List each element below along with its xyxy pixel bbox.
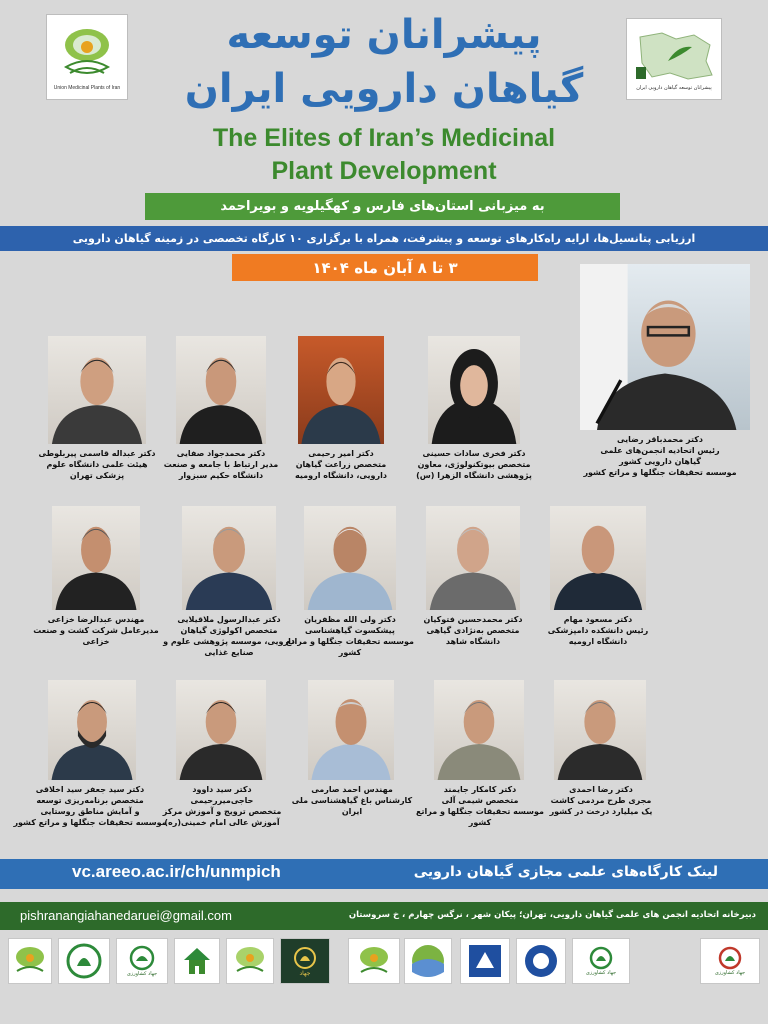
caption-line: متخصص زراعت گیاهان: [295, 460, 387, 469]
caption-line: حاجی‌میررحیمی: [190, 796, 254, 805]
elites-logo-caption: پیشرانان توسعه گیاهان دارویی ایران: [636, 85, 712, 91]
portrait-icon: [580, 264, 750, 430]
caption-line: ایران: [341, 807, 363, 816]
caption-line: موسسه تحقیقات جنگلها و مراتع: [286, 637, 414, 646]
caption-line: متخصص بیوتکنولوژی، معاون: [417, 460, 531, 469]
person-caption-r1-3: [152, 448, 290, 481]
caption-line: صنایع غذایی: [204, 648, 254, 657]
portrait-icon: [434, 680, 524, 780]
union-logo: [46, 14, 128, 100]
person-caption-r3-3: [282, 784, 422, 817]
caption-line: دانشگاه ارومیه: [568, 637, 628, 646]
footer-logo-caption: جهاد کشاورزی: [585, 970, 617, 976]
portrait-icon: [52, 506, 140, 610]
workshop-link-band: [0, 859, 768, 889]
caption-line: پیشکسوت گیاهشناسی: [305, 626, 395, 635]
caption-line: کارشناس باغ گیاهشناسی ملی: [291, 796, 413, 805]
caption-line: مدیرعامل شرکت کشت و صنعت: [33, 626, 159, 635]
caption-line: موسسه تحقیقات جنگلها و مراتع: [416, 807, 544, 816]
portrait-icon: [550, 506, 646, 610]
jihad-dark-logo-icon: [292, 946, 318, 970]
green-circle-logo-icon: [65, 942, 103, 980]
person-caption-r2-1: [532, 614, 664, 647]
featured-photo: [580, 264, 750, 430]
portrait-icon: [176, 680, 266, 780]
caption-line: دکتر مسعود مهام: [563, 615, 633, 624]
person-photo-r3-1: [554, 680, 646, 780]
caption-line: یک میلیارد درخت در کشور: [549, 807, 653, 816]
footer-logo-5: [226, 938, 274, 984]
caption-line: آموزش عالی امام خمینی(ره): [164, 818, 280, 827]
footer-logo-9: [460, 938, 510, 984]
caption-line: متخصص برنامه‌ریزی توسعه: [36, 796, 144, 805]
featured-caption: [560, 434, 760, 478]
contact-band: [0, 902, 768, 930]
caption-line: دکتر کامکار جایمند: [443, 785, 517, 794]
person-photo-r1-4: [48, 336, 146, 444]
portrait-icon: [308, 680, 394, 780]
blue-circle-logo-icon: [522, 942, 560, 980]
caption-line: خزاعی: [82, 637, 110, 646]
leaf-logo-icon: [355, 942, 393, 980]
featured-line: موسسه تحقیقات جنگلها و مراتع کشور: [583, 468, 737, 477]
person-photo-r2-2: [426, 506, 520, 610]
person-caption-r3-2: [410, 784, 550, 828]
host-banner: به میزبانی استان‌های فارس و کهگیلویه و بویراحمد: [145, 193, 620, 220]
person-caption-r2-3: [282, 614, 418, 658]
caption-line: دکتر ولی الله مظفریان: [304, 615, 396, 624]
person-photo-r3-3: [308, 680, 394, 780]
caption-line: پزشکی تهران: [69, 471, 125, 480]
person-photo-r3-5: [48, 680, 136, 780]
title-en-line2: Plant Development: [271, 157, 497, 185]
footer-logo-6: [280, 938, 330, 984]
person-photo-r1-2: [298, 336, 384, 444]
date-banner: ۳ تا ۸ آبان ماه ۱۴۰۴: [232, 254, 538, 281]
caption-line: دکتر رضا احمدی: [569, 785, 633, 794]
portrait-icon: [298, 336, 384, 444]
title-en-line1: The Elites of Iran’s Medicinal: [212, 124, 556, 152]
person-caption-r3-4: [150, 784, 294, 828]
contact-address: دبیرخانه اتحادیه انجمن های علمی گیاهان دارویی، تهران؛ پیکان شهر ، نرگس چهارم ، خ سروستان: [348, 910, 756, 920]
caption-line: مدیر ارتباط با جامعه و صنعت: [163, 460, 279, 469]
caption-line: موسسه تحقیقات جنگلها و مراتع کشور: [13, 818, 167, 827]
person-caption-r1-4: [30, 448, 164, 481]
person-photo-r2-1: [550, 506, 646, 610]
caption-line: دکتر عبدالرسول ملاقیلایی: [177, 615, 281, 624]
leaf-logo-icon: [232, 943, 268, 979]
person-caption-r1-2: [281, 448, 401, 481]
portrait-icon: [304, 506, 396, 610]
footer-logo-caption: جهاد کشاورزی: [126, 971, 158, 977]
featured-line: گیاهان دارویی کشور: [619, 457, 701, 466]
caption-line: پژوهشی دانشگاه الزهرا (س): [416, 471, 532, 480]
caption-line: متخصص ترویج و آموزش مرکز: [162, 807, 282, 816]
caption-line: هیئت علمی دانشگاه علوم: [46, 460, 148, 469]
person-caption-r2-2: [412, 614, 534, 647]
caption-line: دکتر فخری سادات حسینی: [422, 449, 526, 458]
footer-logo-4: [174, 938, 220, 984]
portrait-icon: [426, 506, 520, 610]
blue-square-logo-icon: [466, 942, 504, 980]
jihad-logo-icon: [586, 946, 616, 970]
iran-map-icon: [632, 27, 716, 85]
footer-logo-caption: جهاد: [299, 969, 311, 977]
person-photo-r2-5: [52, 506, 140, 610]
featured-line: رئیس اتحادیه انجمن‌های علمی: [600, 446, 720, 455]
caption-line: متخصص شیمی آلی: [441, 796, 519, 805]
workshop-link-label: لینک کارگاه‌های علمی مجازی گیاهان دارویی: [413, 864, 718, 880]
footer-logo-10: [516, 938, 566, 984]
person-caption-r1-1: [412, 448, 536, 481]
person-photo-r1-3: [176, 336, 266, 444]
caption-line: دکتر محمدحسین فتوکیان: [423, 615, 523, 624]
title-fa-line1: پیشرانان توسعه: [226, 12, 542, 58]
person-caption-r3-1: [536, 784, 666, 817]
caption-line: و آمایش مناطق روستایی: [40, 807, 140, 816]
portrait-icon: [48, 336, 146, 444]
caption-line: دکتر محمدجواد صفایی: [176, 449, 266, 458]
round-emblem-icon: [409, 942, 447, 980]
caption-line: مهندس احمد صارمی: [311, 785, 393, 794]
subtitle-banner: ارزیابی پتانسیل‌ها، ارایه راه‌کارهای توسعه و پیشرفت، همراه با برگزاری ۱۰ کارگاه تخصصی در زمینه گیاهان دارویی: [0, 226, 768, 251]
caption-line: رئیس دانشکده دامپزشکی: [547, 626, 649, 635]
person-caption-r2-4: [156, 614, 302, 658]
leaf-logo-icon: [60, 23, 114, 85]
caption-line: دکتر سید جعفر سید اخلاقی: [35, 785, 145, 794]
caption-line: کشور: [338, 648, 362, 657]
person-caption-r2-5: [28, 614, 164, 647]
footer-logo-12: [700, 938, 760, 984]
caption-line: مجری طرح مردمی کاشت: [550, 796, 652, 805]
person-photo-r3-4: [176, 680, 266, 780]
person-photo-r2-3: [304, 506, 396, 610]
caption-line: متخصص به‌نژادی گیاهی: [426, 626, 520, 635]
caption-line: دانشگاه حکیم سبزوار: [178, 471, 264, 480]
jihad-logo-icon: [715, 946, 745, 970]
caption-line: دارویی، دانشگاه ارومیه: [295, 471, 387, 480]
footer-logo-1: [8, 938, 52, 984]
caption-line: دکتر امیر رحیمی: [308, 449, 374, 458]
portrait-icon: [182, 506, 276, 610]
portrait-icon: [176, 336, 266, 444]
person-photo-r3-2: [434, 680, 524, 780]
footer-logo-11: [572, 938, 630, 984]
footer-logo-2: [58, 938, 110, 984]
elites-logo: [626, 18, 722, 100]
leaf-logo-icon: [12, 943, 48, 979]
footer-logo-8: [404, 938, 452, 984]
person-photo-r1-1: [428, 336, 520, 444]
caption-line: دانشگاه شاهد: [445, 637, 501, 646]
jihad-logo-icon: [127, 945, 157, 971]
tree-house-logo-icon: [180, 944, 214, 978]
caption-line: کشور: [468, 818, 492, 827]
workshop-link-url[interactable]: vc.areeo.ac.ir/ch/unmpich: [72, 862, 281, 881]
portrait-icon: [554, 680, 646, 780]
portrait-icon: [48, 680, 136, 780]
caption-line: متخصص اکولوژی گیاهان: [180, 626, 278, 635]
caption-line: دکتر سید داوود: [192, 785, 252, 794]
footer-logo-3: [116, 938, 168, 984]
portrait-icon: [428, 336, 520, 444]
contact-email[interactable]: pishranangiahanedaruei@gmail.com: [20, 908, 232, 923]
featured-line: دکتر محمدباقر رضایی: [617, 435, 703, 444]
caption-line: دکتر عبداله قاسمی پیربلوطی: [38, 449, 156, 458]
person-photo-r2-4: [182, 506, 276, 610]
union-logo-caption: Union Medicinal Plants of Iran: [53, 85, 121, 91]
caption-line: مهندس عبدالرضا خزاعی: [47, 615, 145, 624]
footer-logo-caption: جهاد کشاورزی: [714, 970, 746, 976]
person-caption-r3-5: [10, 784, 170, 828]
caption-line: دارویی، موسسه پژوهشی علوم و: [163, 637, 295, 646]
title-fa-line2: گیاهان دارویی ایران: [184, 66, 584, 112]
footer-logo-7: [348, 938, 400, 984]
